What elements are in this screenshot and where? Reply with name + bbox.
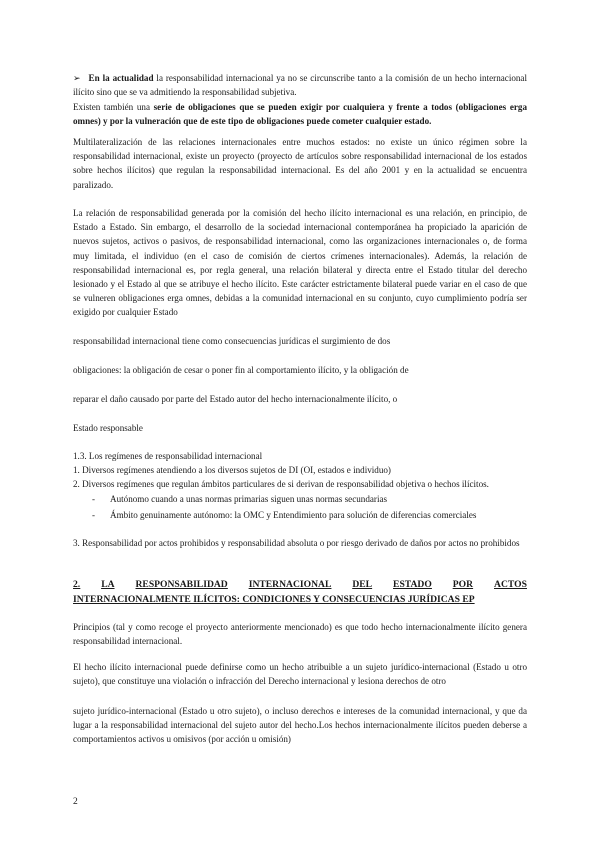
paragraph-sujeto: sujeto jurídico-internacional (Estado u otro sujeto), o incluso derechos e intereses de la comunidad internacional, y que da lugar a la responsabilidad internacional del sujeto autor del hecho.Los hechos internacionalmente ilícitos pueden deberse a comportamientos activos u omisivos (por acción u omisión) (73, 706, 527, 745)
section-heading (73, 578, 527, 607)
paragraph-principios: Principios (tal y como recoge el proyecto anteriormente mencionado) es que todo hecho internacionalmente ilícito genera responsabilidad internacional. (73, 622, 527, 647)
line-estado-responsable: Estado responsable (73, 423, 143, 433)
line-obligaciones: obligaciones: la obligación de cesar o poner fin al comportamiento ilícito, y la obligación de (73, 365, 409, 375)
paragraph-actualidad (73, 71, 527, 99)
dash-bullet-icon: - (92, 510, 95, 520)
heading-line-2 (73, 593, 527, 608)
bold-lead: En la actualidad (88, 73, 154, 83)
list-item-3: 3. Responsabilidad por actos prohibidos y responsabilidad absoluta o por riesgo derivado de daños por actos no prohibidos (73, 538, 520, 548)
page-number: 2 (73, 797, 78, 807)
heading-word: ACTOS (494, 579, 527, 590)
heading-word: POR (452, 579, 474, 590)
bold-statement: serie de obligaciones que se pueden exigir por cualquiera y frente a todos (obligaciones erga omnes) y por la vulneración que de este tipo de obligaciones puede cometer cualquier estado. (73, 102, 527, 127)
heading-word: LA (101, 579, 115, 590)
heading-suffix: EP (459, 593, 475, 605)
line-reparar: reparar el daño causado por parte del Estado autor del hecho internacionalmente ilícito, o (73, 394, 398, 404)
paragraph-intro: Existen también una (73, 102, 154, 112)
heading-text: INTERNACIONALMENTE ILÍCITOS: CONDICIONES Y CONSECUENCIAS JURÍDICAS (73, 593, 460, 605)
sub-item-1: Autónomo cuando a unas normas primarias siguen unas normas secundarias (110, 494, 388, 504)
heading-line-1 (73, 578, 527, 593)
paragraph-text: la responsabilidad internacional ya no se circunscribe tanto a la comisión de un hecho internacional ilícito sino que se va admitiendo la responsabilidad subjetiva. (73, 73, 527, 98)
line-consecuencias: responsabilidad internacional tiene como consecuencias jurídicas el surgimiento de dos (73, 336, 391, 346)
heading-word: DEL (352, 579, 373, 590)
arrow-bullet-icon: ➢ (73, 73, 81, 83)
heading-word: RESPONSABILIDAD (135, 579, 228, 590)
paragraph-definicion: El hecho ilícito internacional puede definirse como un hecho atribuible a un sujeto jurídico-internacional (Estado u otro sujeto), que constituye una violación o infracción del Derecho internacional y lesiona derechos de otro (73, 662, 527, 687)
paragraph-multilateralizacion: Multilateralización de las relaciones internacionales entre muchos estados: no existe un único régimen sobre la responsabilidad internacional, existe un proyecto (proyecto de artículos sobre responsabilidad internacional de los estados sobre hechos ilícitos) que regulan la responsabilidad internacional. Es del año 2001 y en la actualidad se encuentra paralizado. (73, 137, 527, 190)
list-item-2: 2. Diversos regímenes que regulan ámbitos particulares de si derivan de responsabilidad objetiva o hechos ilícitos. (73, 479, 489, 489)
sub-item-2: Ámbito genuinamente autónomo: la OMC y Entendimiento para solución de diferencias comerciales (110, 510, 477, 520)
paragraph-erga-omnes (73, 100, 527, 128)
list-title: 1.3. Los regímenes de responsabilidad internacional (73, 451, 263, 461)
heading-word: 2. (73, 579, 81, 590)
paragraph-relacion: La relación de responsabilidad generada por la comisión del hecho ilícito internacional es una relación, en principio, de Estado a Estado. Sin embargo, el desarrollo de la sociedad internacional contemporánea ha propiciado la aparición de nuevos sujetos, activos o pasivos, de responsabilidad internacional, como las organizaciones internacionales o, de forma muy limitada, el individuo (en el caso de comisión de ciertos crímenes internacionales). Además, la relación de responsabilidad internacional es, por regla general, una relación bilateral y directa entre el Estado titular del derecho lesionado y el Estado al que se atribuye el hecho ilícito. Este carácter estrictamente bilateral puede variar en el caso de que se vulneren obligaciones erga omnes, debidas a la comunidad internacional en su conjunto, cuyo cumplimiento podría ser exigido por cualquier Estado (73, 208, 527, 318)
list-item-1: 1. Diversos regímenes atendiendo a los diversos sujetos de DI (OI, estados e individuo) (73, 465, 391, 475)
heading-word: ESTADO (393, 579, 432, 590)
heading-word: INTERNACIONAL (248, 579, 332, 590)
dash-bullet-icon: - (92, 494, 95, 504)
